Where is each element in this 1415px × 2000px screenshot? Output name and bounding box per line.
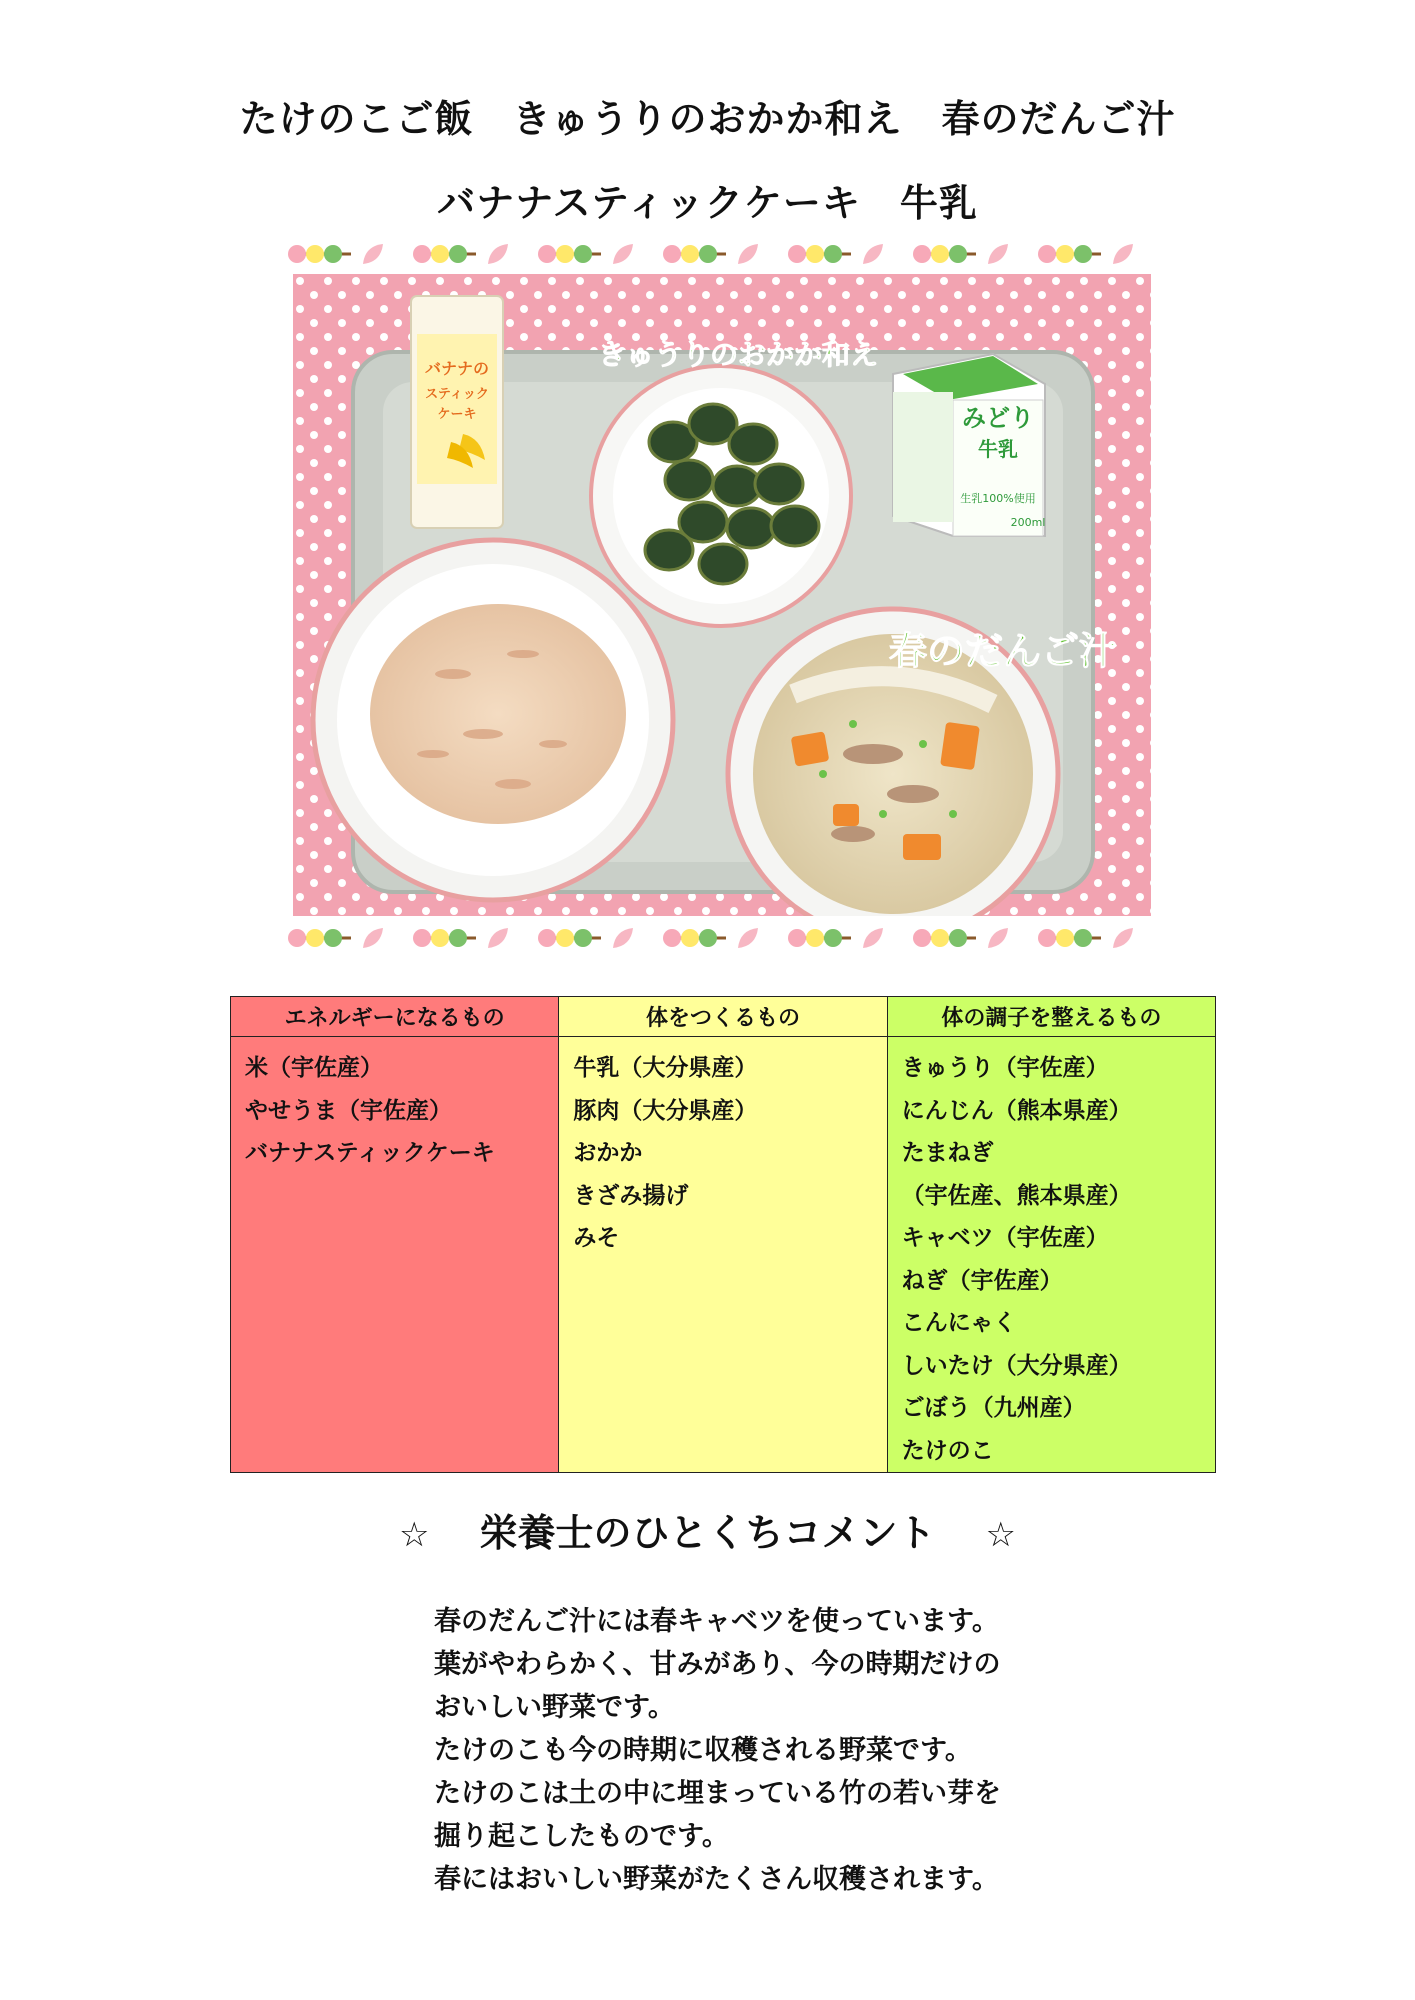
list-item: みそ [573, 1225, 620, 1251]
header-condition: 体の調子を整えるもの [887, 997, 1215, 1037]
comment-line: おいしい野菜です。 [434, 1692, 675, 1723]
list-item: 牛乳（大分県産） [573, 1055, 758, 1081]
list-item: にんじん（熊本県産） [901, 1097, 1132, 1124]
condition-column [887, 1037, 1215, 1473]
header-energy: エネルギーになるもの [231, 997, 559, 1037]
header-body-building: 体をつくるもの [559, 997, 887, 1037]
milk-carton [893, 354, 1045, 536]
list-item: （宇佐産、熊本県産） [901, 1182, 1132, 1209]
svg-text:ケーキ: ケーキ [437, 407, 477, 422]
comment-line: 春にはおいしい野菜がたくさん収穫されます。 [434, 1864, 999, 1895]
star-icon: ☆ [399, 1515, 430, 1555]
dango-garland-bottom [285, 920, 1165, 956]
soup-label: 春のだんご汁 [888, 629, 1118, 673]
list-item: やせうま（宇佐産） [245, 1097, 452, 1124]
list-item: たけのこ [901, 1437, 994, 1464]
list-item: おかか [573, 1140, 643, 1166]
comment-line: たけのこも今の時期に収穫される野菜です。 [434, 1735, 972, 1766]
milk-brand: みどり [962, 404, 1034, 432]
menu-title-line-1: たけのこご飯 きゅうりのおかか和え 春のだんご汁 [239, 97, 1176, 141]
list-item: きゅうり（宇佐産） [901, 1055, 1109, 1081]
list-item: ごぼう（九州産） [901, 1395, 1086, 1421]
cucumber-salad-bowl [591, 366, 851, 626]
energy-column [231, 1037, 559, 1473]
list-item: バナナスティックケーキ [245, 1140, 495, 1166]
lunch-photo [293, 274, 1151, 916]
list-item: ねぎ（宇佐産） [901, 1267, 1063, 1294]
star-icon: ☆ [985, 1515, 1016, 1555]
banana-cake-pack [411, 296, 503, 528]
list-item: キャベツ（宇佐産） [901, 1225, 1109, 1251]
comment-line: たけのこは土の中に埋まっている竹の若い芽を [434, 1778, 1001, 1809]
list-item: しいたけ（大分県産） [901, 1352, 1132, 1379]
list-item: たまねぎ [901, 1140, 994, 1166]
body-building-column [559, 1037, 887, 1473]
comment-line: 春のだんご汁には春キャベツを使っています。 [434, 1606, 999, 1637]
list-item: 米（宇佐産） [245, 1055, 383, 1081]
svg-text:スティック: スティック [425, 387, 489, 402]
milk-name: 牛乳 [978, 437, 1018, 461]
list-item: こんにゃく [901, 1310, 1017, 1336]
comment-line: 葉がやわらかく、甘みがあり、今の時期だけの [434, 1649, 1001, 1680]
list-item: きざみ揚げ [573, 1182, 689, 1209]
milk-note: 生乳100%使用 [960, 492, 1036, 505]
comment-title: 栄養士のひとくちコメント [479, 1511, 936, 1555]
menu-title-line-2: バナナスティックケーキ 牛乳 [437, 181, 978, 225]
comment-heading [0, 1502, 1415, 1557]
svg-text:バナナの: バナナの [424, 359, 490, 378]
bamboo-rice-bowl [313, 540, 673, 900]
comment-body [434, 1600, 1134, 1901]
dango-garland-top [285, 236, 1165, 272]
list-item: 豚肉（大分県産） [573, 1097, 758, 1124]
comment-line: 掘り起こしたものです。 [434, 1821, 729, 1852]
milk-volume: 200ml [1010, 516, 1046, 529]
food-group-table [230, 996, 1216, 1473]
salad-label: きゅうりのおかか和え [597, 338, 879, 371]
